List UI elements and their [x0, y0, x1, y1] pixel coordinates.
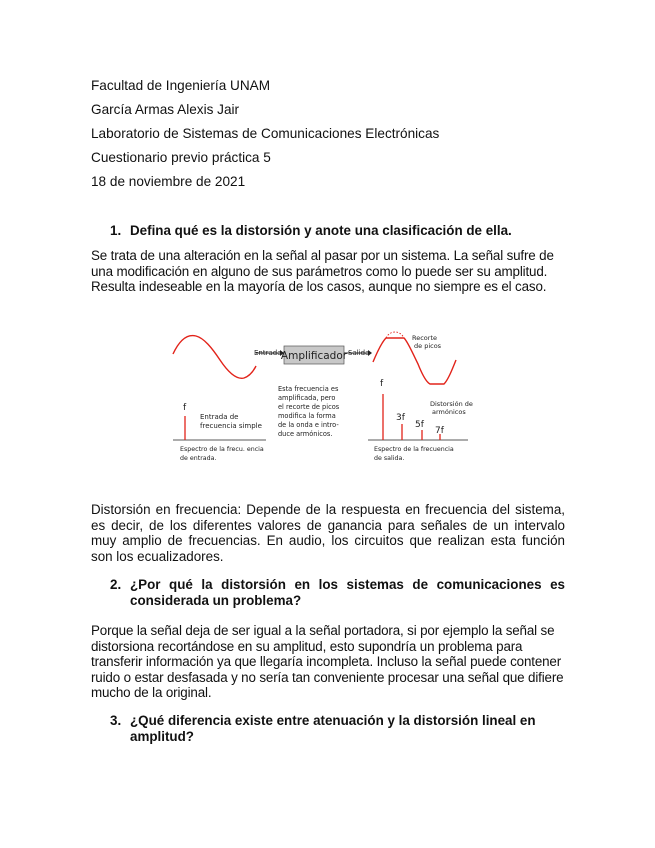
author-line: García Armas Alexis Jair: [91, 102, 240, 117]
question-2-number: 2.: [110, 577, 122, 592]
harmonics-label-2: armónicos: [432, 408, 466, 416]
middle-note-4: modifica la forma: [278, 412, 336, 420]
question-3-text: ¿Qué diferencia existe entre atenuación y la distorsión lineal en amplitud?: [130, 713, 536, 744]
distortion-figure: [168, 320, 478, 480]
middle-note-2: amplificada, pero: [278, 394, 336, 402]
harmonics-label-1: Distorsión de: [430, 400, 473, 408]
right-caption-2: de salida.: [374, 455, 405, 462]
answer-2: Porque la señal deja de ser igual a la señal portadora, si por ejemplo la señal se distorsiona recortándose en su amplitud, esto supondría un problema para transferir información ya que llegaría incompleta. Incluso la señal puede contener ruido o estar desfasada y no sería tan conveniente procesar una señal que difiere mucho de la original.: [91, 623, 564, 701]
document-title: Cuestionario previo práctica 5: [91, 150, 271, 165]
question-2-text: ¿Por qué la distorsión en los sistemas de comunicaciones es considerada un problema?: [130, 577, 565, 608]
middle-note-1: Esta frecuencia es: [278, 385, 339, 393]
clip-label-1: Recorte: [412, 334, 437, 342]
lab-line: Laboratorio de Sistemas de Comunicaciones Electrónicas: [91, 126, 440, 141]
right-freq-5f: 5f: [415, 420, 424, 430]
frequency-distortion-paragraph: Distorsión en frecuencia: Depende de la respuesta en frecuencia del sistema, es decir, de los diferentes valores de ganancia para señales de un intervalo muy amplio de frecuencias. En audio, los circuitos que realizan esta función son los ecualizadores.: [91, 502, 565, 564]
right-caption-1: Espectro de la frecuencia: [374, 446, 454, 453]
answer-1: Se trata de una alteración en la señal al pasar por un sistema. La señal sufre de una modificación en alguno de sus parámetros como lo puede ser su amplitud. Resulta indeseable en la mayoría de los casos, aunque no siempre es el caso.: [91, 248, 554, 295]
right-freq-3f: 3f: [396, 413, 405, 423]
left-label-1: Entrada de: [200, 413, 239, 421]
left-freq-label: f: [183, 403, 187, 413]
question-3-number: 3.: [110, 713, 122, 728]
faculty-line: Facultad de Ingeniería UNAM: [91, 78, 271, 93]
left-caption-1: Espectro de la frecu. encia: [180, 446, 264, 453]
right-freq-f: f: [380, 379, 384, 389]
input-wave: [173, 336, 256, 379]
clipped-peak: [386, 332, 404, 338]
left-caption-2: de entrada.: [180, 455, 217, 462]
left-label-2: frecuencia simple: [200, 422, 262, 430]
right-freq-7f: 7f: [435, 426, 444, 436]
date-line: 18 de noviembre de 2021: [91, 174, 246, 189]
input-label: Entrada: [254, 349, 282, 357]
middle-note-3: el recorte de picos: [278, 403, 340, 411]
amplifier-label: Amplificador: [280, 350, 348, 362]
question-1-number: 1.: [110, 223, 122, 238]
middle-note-6: duce armónicos.: [278, 430, 333, 438]
question-1-text: Defina qué es la distorsión y anote una clasificación de ella.: [130, 223, 512, 238]
output-label: Salida: [348, 349, 370, 357]
clip-label-2: de picos: [414, 342, 442, 350]
middle-note-5: de la onda e intro-: [278, 421, 339, 429]
